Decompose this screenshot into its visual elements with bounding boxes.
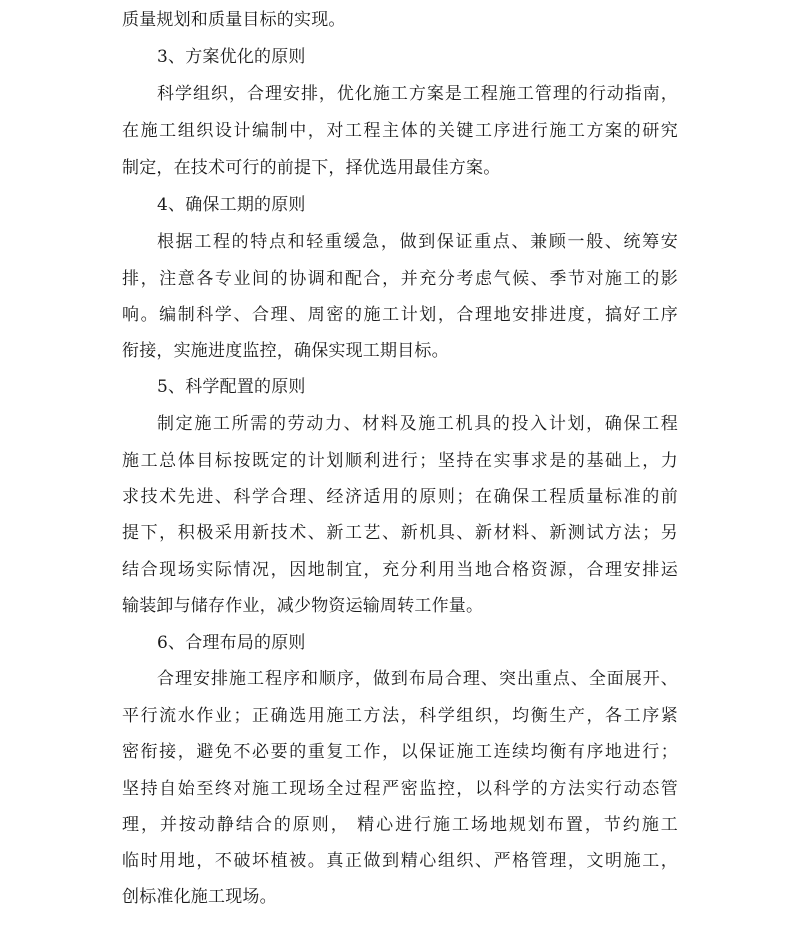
text-line: 求技术先进、科学合理、经济适用的原则；在确保工程质量标准的前	[122, 487, 678, 507]
section-heading: 6、合理布局的原则	[157, 633, 306, 653]
text-line: 衔接，实施进度监控，确保实现工期目标。	[122, 341, 449, 361]
text-line: 密衔接，避免不必要的重复工作，以保证施工连续均衡有序地进行；	[122, 742, 678, 762]
text-line: 理，并按动静结合的原则， 精心进行施工场地规划布置，节约施工	[122, 815, 678, 835]
text-line: 根据工程的特点和轻重缓急，做到保证重点、兼顾一般、统筹安	[157, 232, 678, 252]
text-line: 坚持自始至终对施工现场全过程严密监控，以科学的方法实行动态管	[122, 779, 678, 799]
text-line: 排，注意各专业间的协调和配合，并充分考虑气候、季节对施工的影	[122, 269, 678, 289]
text-line: 输装卸与储存作业，减少物资运输周转工作量。	[122, 596, 484, 616]
text-line: 响。编制科学、合理、周密的施工计划，合理地安排进度，搞好工序	[122, 305, 678, 325]
section-heading: 4、确保工期的原则	[157, 195, 306, 215]
text-line: 平行流水作业；正确选用施工方法，科学组织，均衡生产，各工序紧	[122, 706, 678, 726]
text-line: 在施工组织设计编制中，对工程主体的关键工序进行施工方案的研究	[122, 121, 678, 141]
text-line: 创标准化施工现场。	[122, 887, 277, 907]
text-line: 制定，在技术可行的前提下，择优选用最佳方案。	[122, 158, 501, 178]
text-line: 提下，积极采用新技术、新工艺、新机具、新材料、新测试方法；另	[122, 523, 678, 543]
text-line: 质量规划和质量目标的实现。	[122, 10, 346, 30]
text-line: 结合现场实际情况，因地制宜，充分利用当地合格资源，合理安排运	[122, 560, 678, 580]
text-line: 施工总体目标按既定的计划顺利进行；坚持在实事求是的基础上，力	[122, 451, 678, 471]
text-line: 临时用地，不破坏植被。真正做到精心组织、严格管理，文明施工，	[122, 851, 678, 871]
text-line: 科学组织，合理安排，优化施工方案是工程施工管理的行动指南，	[157, 84, 678, 104]
section-heading: 5、科学配置的原则	[157, 377, 306, 397]
section-heading: 3、方案优化的原则	[157, 47, 306, 67]
text-line: 合理安排施工程序和顺序，做到布局合理、突出重点、全面展开、	[157, 669, 678, 689]
text-line: 制定施工所需的劳动力、材料及施工机具的投入计划，确保工程	[157, 414, 678, 434]
